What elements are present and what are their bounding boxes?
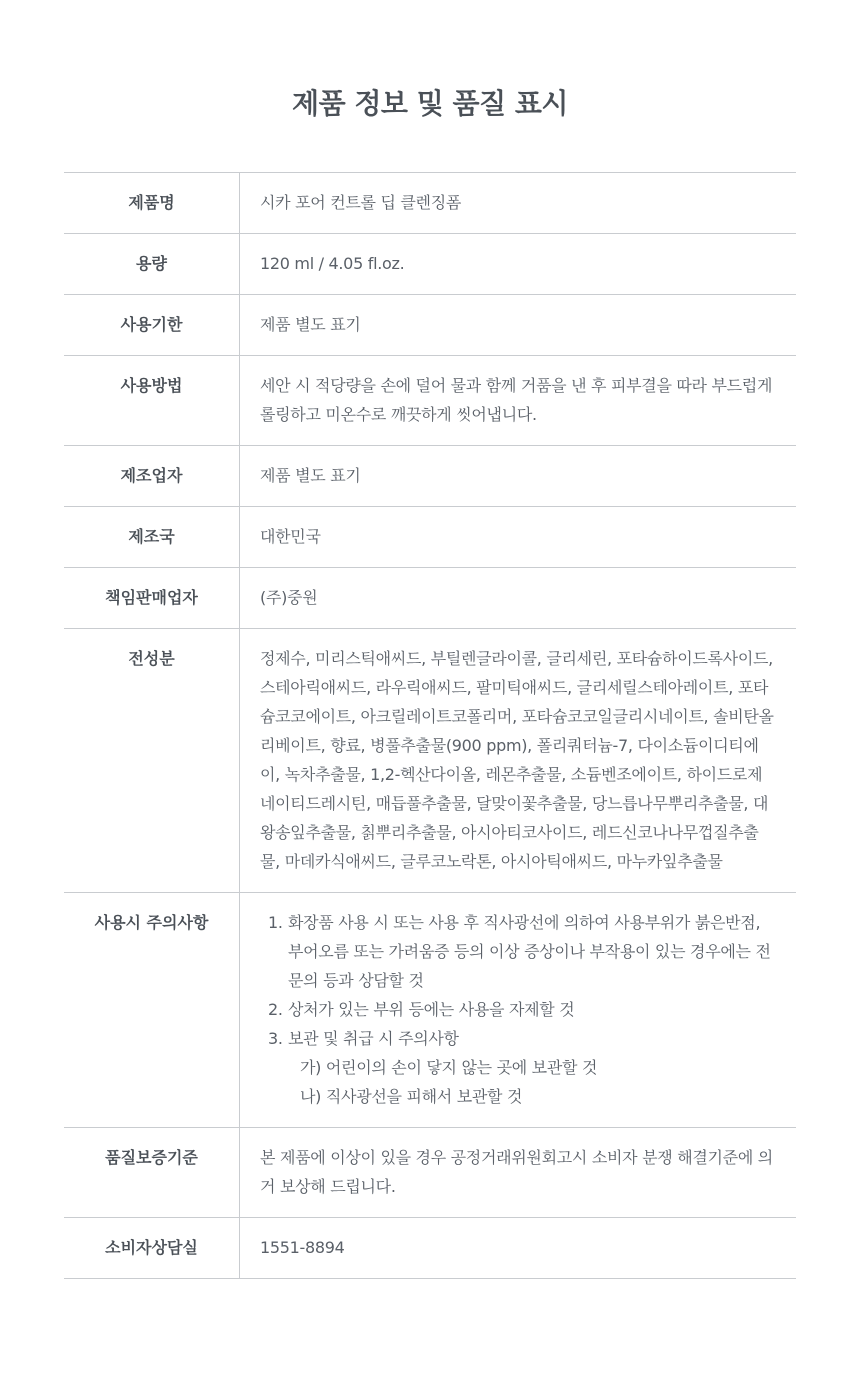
product-info-table	[64, 172, 796, 1279]
row-value: 정제수, 미리스틱애씨드, 부틸렌글라이콜, 글리세린, 포타슘하이드록사이드, 스테아릭애씨드, 라우릭애씨드, 팔미틱애씨드, 글리세릴스테아레이트, 포타슘코코에이트, 아크릴레이트코폴리머, 포타슘코코일글리시네이트, 솔비탄올리베이트, 향료, 병풀추출물(900 ppm), 폴리쿼터늄-7, 다이소듐이디티에이, 녹차추출물, 1,2-헥산다이올, 레몬추출물, 소듐벤조에이트, 하이드로제네이티드레시틴, 매듭풀추출물, 달맞이꽃추출물, 당느릅나무뿌리추출물, 대왕송잎추출물, 칡뿌리추출물, 아시아티코사이드, 레드신코나나무껍질추출물, 마데카식애씨드, 글루코노락톤, 아시아틱애씨드, 마누카잎추출물	[240, 629, 797, 893]
row-distributor	[64, 568, 796, 629]
row-value: 대한민국	[240, 507, 797, 568]
row-label: 소비자상담실	[64, 1218, 240, 1279]
row-label: 사용시 주의사항	[64, 893, 240, 1128]
list-item-text: 상처가 있는 부위 등에는 사용을 자제할 것	[288, 1000, 575, 1019]
row-label: 사용방법	[64, 356, 240, 446]
row-label: 품질보증기준	[64, 1128, 240, 1218]
row-label: 제조국	[64, 507, 240, 568]
list-item	[268, 1024, 776, 1053]
list-item	[268, 908, 776, 995]
list-item	[268, 995, 776, 1024]
caution-list	[260, 908, 776, 1111]
row-value: 1551-8894	[240, 1218, 797, 1279]
row-label: 책임판매업자	[64, 568, 240, 629]
caution-content	[240, 893, 797, 1128]
row-product-name	[64, 173, 796, 234]
row-value: 제품 별도 표기	[240, 295, 797, 356]
row-volume	[64, 234, 796, 295]
row-value: (주)중원	[240, 568, 797, 629]
row-customer-service	[64, 1218, 796, 1279]
sub-list-item: 나) 직사광선을 피해서 보관할 것	[300, 1087, 523, 1106]
list-item-number: 1.	[268, 913, 283, 932]
row-label: 사용기한	[64, 295, 240, 356]
list-item-text: 화장품 사용 시 또는 사용 후 직사광선에 의하여 사용부위가 붉은반점, 부어오름 또는 가려움증 등의 이상 증상이나 부작용이 있는 경우에는 전문의 등과 상담할 것	[288, 913, 771, 990]
row-label: 제품명	[64, 173, 240, 234]
page-title: 제품 정보 및 품질 표시	[292, 87, 568, 120]
row-value: 본 제품에 이상이 있을 경우 공정거래위원회고시 소비자 분쟁 해결기준에 의거 보상해 드립니다.	[240, 1128, 797, 1218]
row-quality-standard	[64, 1128, 796, 1218]
row-label: 제조업자	[64, 446, 240, 507]
row-value: 120 ml / 4.05 fl.oz.	[240, 234, 797, 295]
list-item-number: 3.	[268, 1029, 283, 1048]
row-label: 전성분	[64, 629, 240, 893]
row-manufacturer	[64, 446, 796, 507]
row-caution	[64, 893, 796, 1128]
row-value: 세안 시 적당량을 손에 덜어 물과 함께 거품을 낸 후 피부결을 따라 부드럽게 롤링하고 미온수로 깨끗하게 씻어냅니다.	[240, 356, 797, 446]
row-value: 시카 포어 컨트롤 딥 클렌징폼	[240, 173, 797, 234]
row-country	[64, 507, 796, 568]
row-expiry	[64, 295, 796, 356]
list-item-number: 2.	[268, 1000, 283, 1019]
sub-list-item: 가) 어린이의 손이 닿지 않는 곳에 보관할 것	[300, 1058, 598, 1077]
row-ingredients	[64, 629, 796, 893]
row-label: 용량	[64, 234, 240, 295]
list-item-text: 보관 및 취급 시 주의사항	[288, 1029, 459, 1048]
row-usage	[64, 356, 796, 446]
row-value: 제품 별도 표기	[240, 446, 797, 507]
